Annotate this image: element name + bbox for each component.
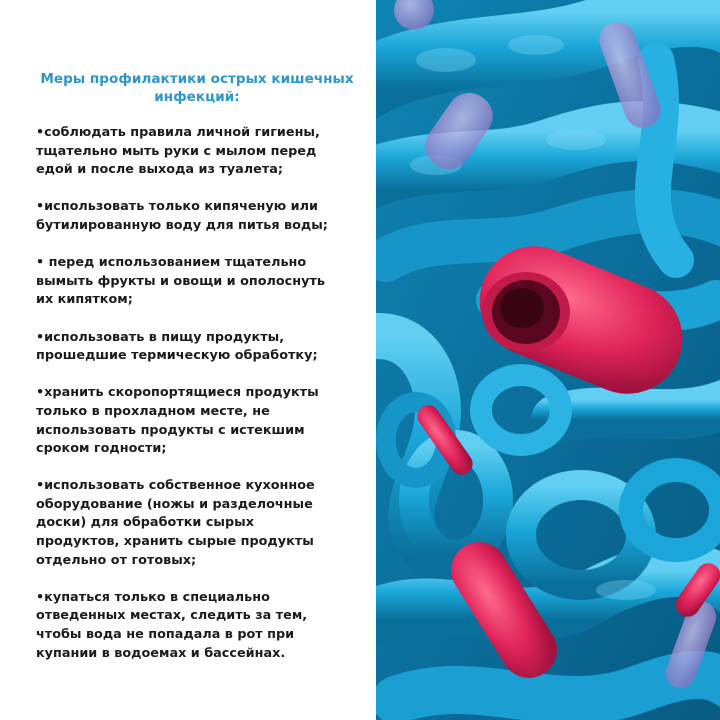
prevention-rules-list [36,124,366,663]
rule-kitchen-tools: •использовать собственное кухонное оборудование (ножы и разделочные доски) для обработки сырых продуктов, хранить сырые продукты отдельно от готовых; [36,478,315,568]
rule-cooked-food: •использовать в пищу продукты, прошедшие термическую обработку; [36,329,318,364]
rule-water: •использовать только кипяченую или бутилированную воду для питья воды; [36,199,328,233]
rule-hygiene: •соблюдать правила личной гигиены, тщательно мыть руки с мылом перед едой и после выхода из туалета; [36,125,320,178]
rule-fruits: • перед использованием тщательно вымыть фрукты и овощи и ополоснуть их кипятком; [36,255,325,308]
rule-storage: •хранить скоропортящиеся продукты только в прохладном месте, не использовать продукты с истекшим сроком годности; [36,385,319,457]
page-title: Меры профилактики острых кишечных инфекций: [40,71,354,105]
rule-swimming: •купаться только в специально отведенных местах, следить за тем, чтобы вода не попадала в рот при купании в водоемах и бассейнах. [36,589,308,661]
intestine-bacteria-illustration [376,0,720,720]
